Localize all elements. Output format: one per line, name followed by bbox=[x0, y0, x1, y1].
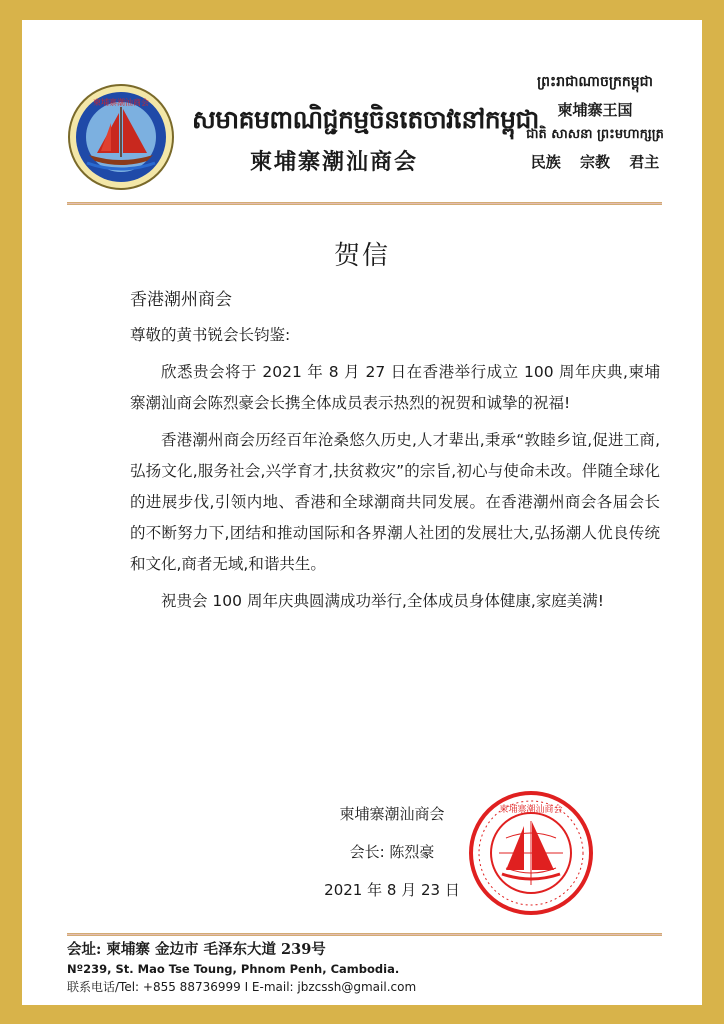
org-name-khmer: សមាគមពាណិជ្ជកម្មចិនតេចាវនៅកម្ពុជា bbox=[192, 105, 539, 134]
footer-divider bbox=[67, 933, 662, 936]
signature-date: 2021 年 8 月 23 日 bbox=[324, 881, 460, 899]
signature-president: 会长: 陈烈豪 bbox=[349, 843, 435, 861]
salutation: 尊敬的黄书锐会长钧鉴: bbox=[130, 326, 291, 344]
official-seal bbox=[466, 788, 596, 918]
motto-khmer: ជាតិ សាសនា ព្រះមហាក្សត្រ bbox=[526, 127, 664, 142]
footer bbox=[67, 938, 667, 995]
paragraph: 香港潮州商会历经百年沧桑悠久历史,人才辈出,秉承“敦睦乡谊,促进工商,弘扬文化,服务社会,兴学育才,扶贫救灾”的宗旨,初心与使命未改。伴随全球化的进展步伐,引领内地、香港和全球潮商共同发展。在香港潮州商会各届会长的不断努力下,团结和推动国际和各界潮人社团的发展壮大,弘扬潮人优良传统和文化,商者无域,和谐共生。 bbox=[130, 431, 660, 573]
org-name-chinese: 柬埔寨潮汕商会 bbox=[250, 149, 419, 175]
address-chinese: 会址: 柬埔寨 金边市 毛泽东大道 239号 bbox=[67, 941, 326, 958]
svg-text:柬埔寨潮汕商会: 柬埔寨潮汕商会 bbox=[93, 98, 149, 107]
kingdom-khmer: ព្រះរាជាណាចក្រកម្ពុជា bbox=[536, 74, 653, 90]
motto-chinese: 民族 宗教 君主 bbox=[530, 153, 660, 171]
org-logo bbox=[67, 83, 175, 191]
paragraph: 祝贵会 100 周年庆典圆满成功举行,全体成员身体健康,家庭美满! bbox=[161, 592, 605, 610]
contact-info: 联系电话/Tel: +855 88736999 I E-mail: jbzcssh@gmail.com bbox=[67, 980, 417, 994]
letter-body bbox=[130, 285, 660, 617]
letter-title: 贺信 bbox=[333, 241, 390, 271]
recipient: 香港潮州商会 bbox=[130, 290, 232, 310]
signature-org: 柬埔寨潮汕商会 bbox=[339, 805, 445, 823]
kingdom-chinese: 柬埔寨王国 bbox=[557, 101, 633, 119]
signature-block bbox=[292, 795, 492, 909]
kingdom-motto-block bbox=[500, 72, 690, 172]
address-english: Nº239, St. Mao Tse Toung, Phnom Penh, Cambodia. bbox=[67, 962, 400, 976]
paragraph: 欣悉贵会将于 2021 年 8 月 27 日在香港举行成立 100 周年庆典,柬埔寨潮汕商会陈烈豪会长携全体成员表示热烈的祝贺和诚挚的祝福! bbox=[130, 363, 660, 412]
header-divider bbox=[67, 202, 662, 205]
svg-text:柬埔寨潮汕商会: 柬埔寨潮汕商会 bbox=[499, 805, 563, 815]
letter-page bbox=[22, 20, 702, 1005]
